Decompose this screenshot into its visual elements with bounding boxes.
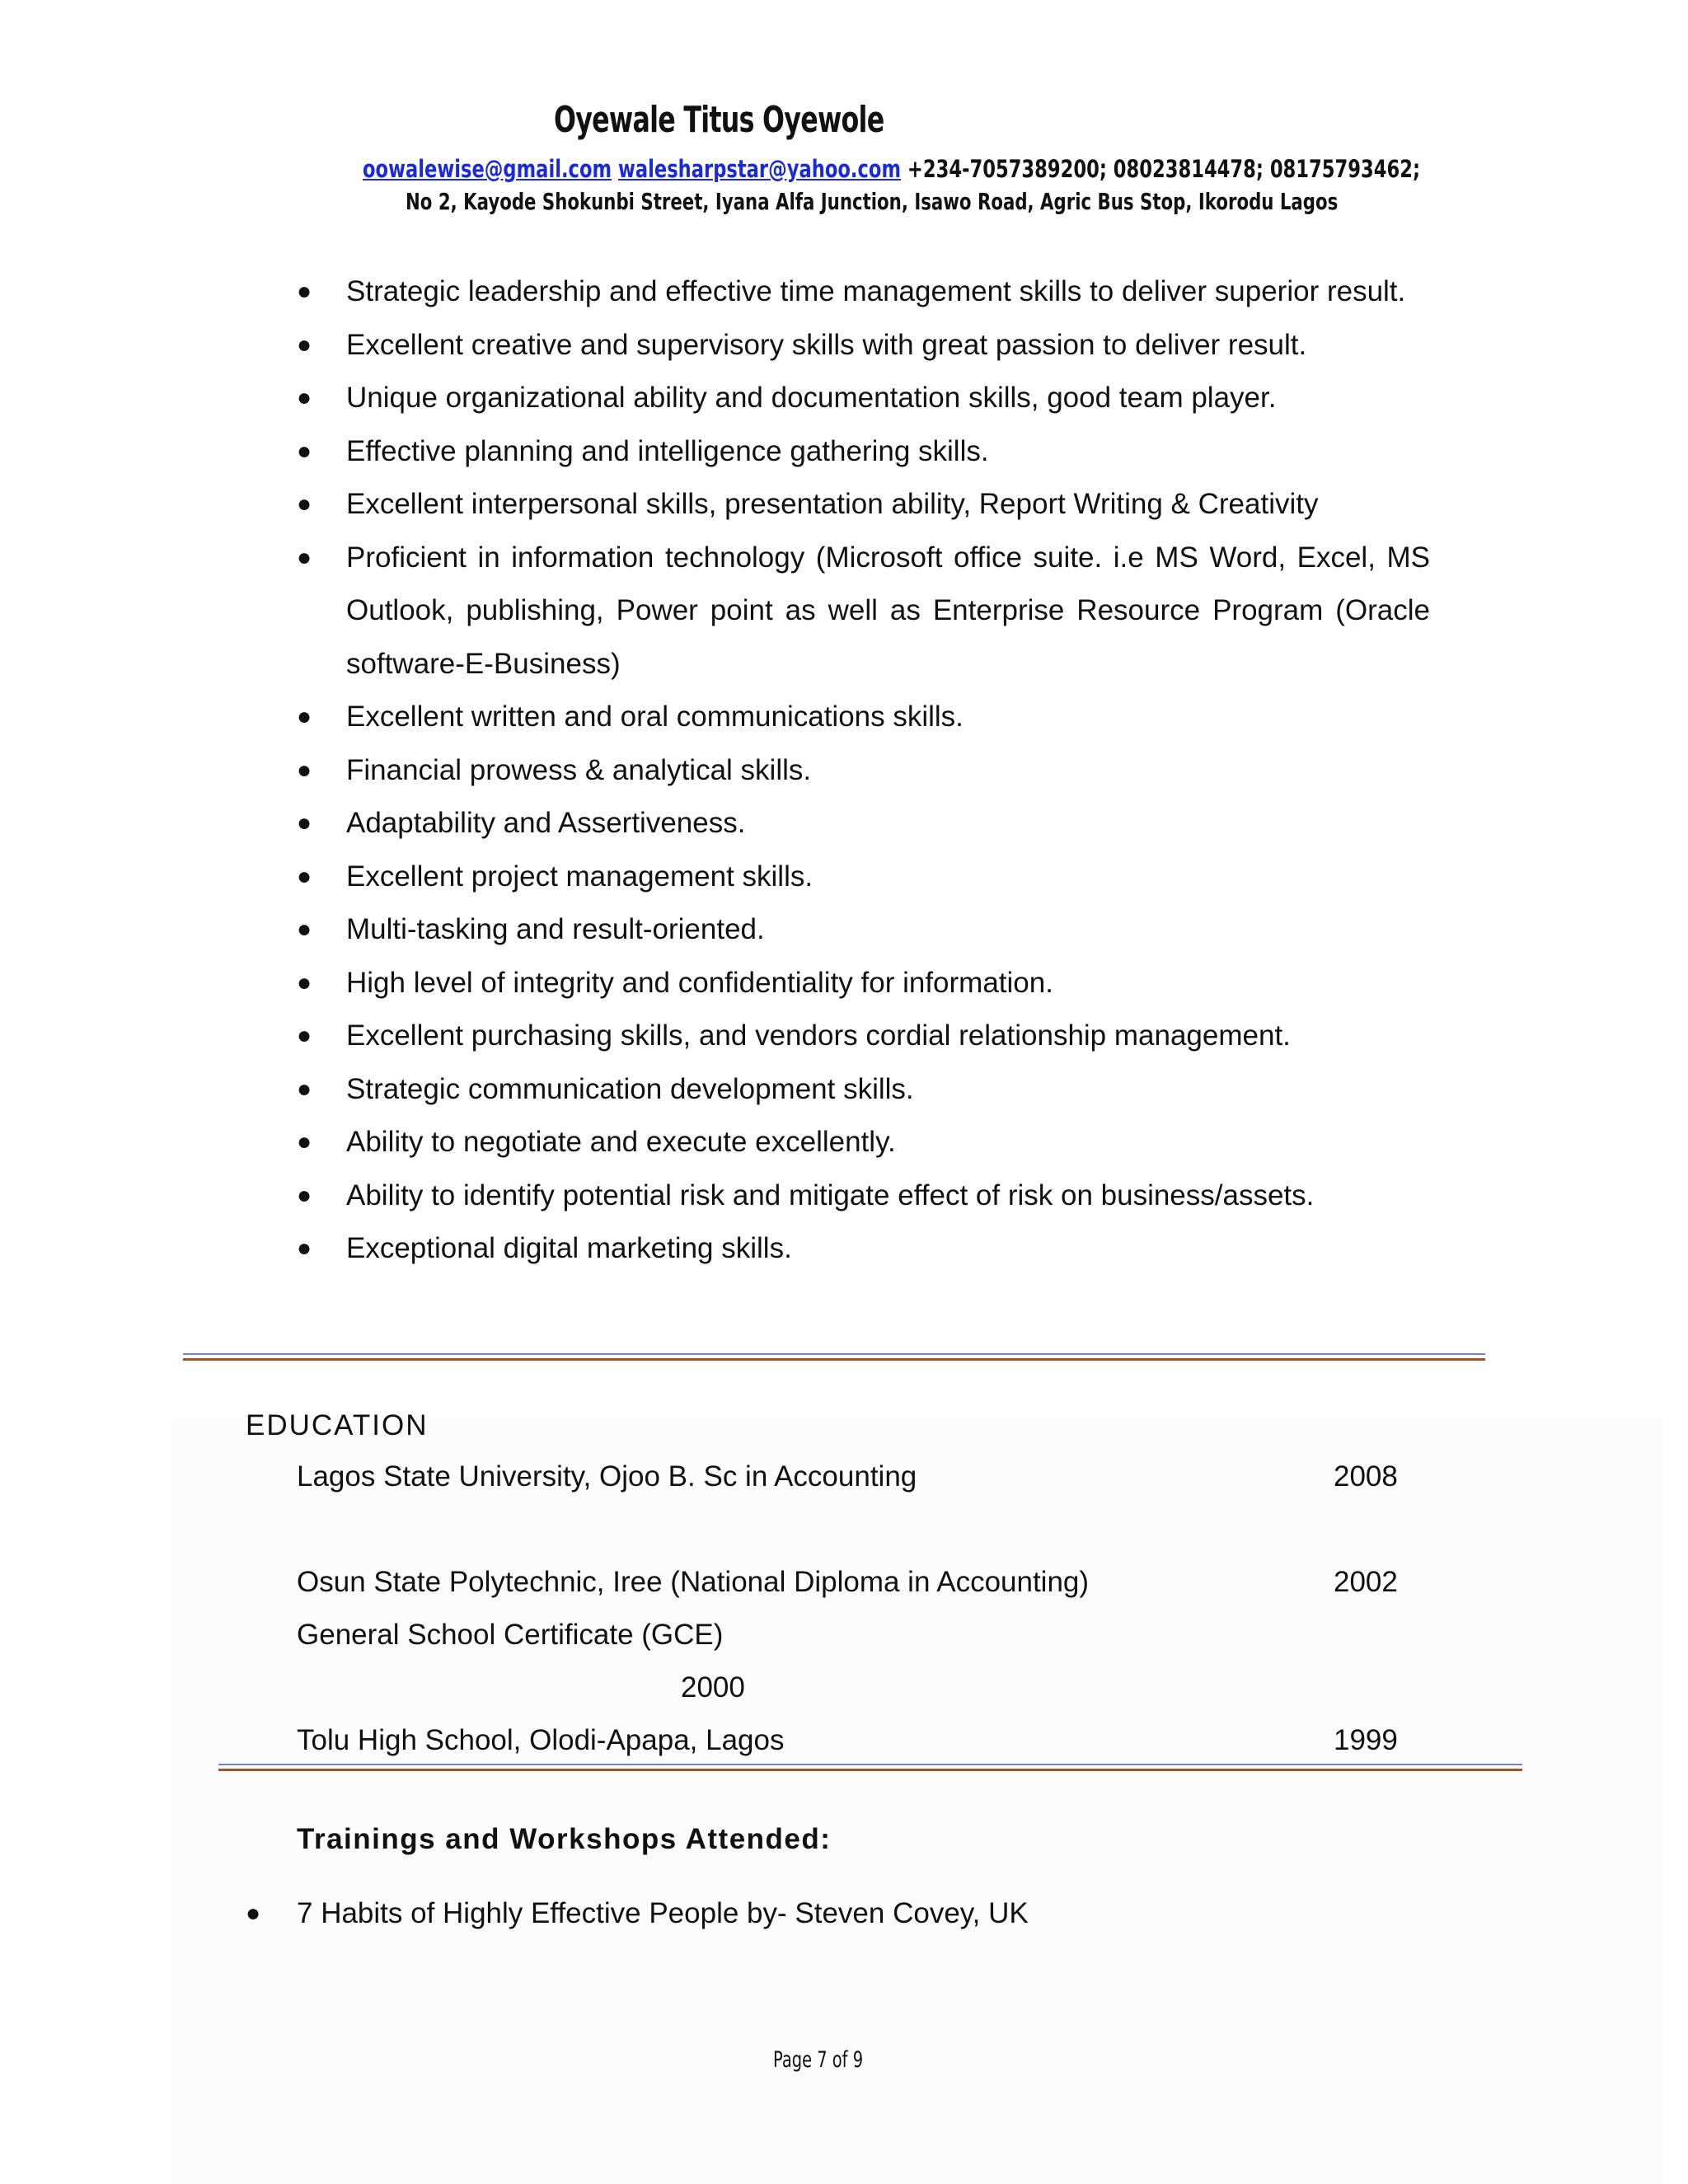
bullet-icon: ● <box>297 1181 312 1209</box>
page-number: Page 7 of 9 <box>773 2047 864 2073</box>
phone-numbers: +234-7057389200; 08023814478; 08175793462; <box>907 155 1421 183</box>
education-entry-text: Osun State Polytechnic, Iree (National Diploma in Accounting) <box>297 1566 1090 1598</box>
list-item: ● Adaptability and Assertiveness. <box>297 797 1430 851</box>
education-entry-year: 2000 <box>681 1671 745 1704</box>
bullet-icon: ● <box>297 330 312 359</box>
candidate-name: Oyewale Titus Oyewole <box>554 99 884 141</box>
education-entry-text: Tolu High School, Olodi-Apapa, Lagos <box>297 1724 785 1756</box>
trainings-heading: Trainings and Workshops Attended: <box>297 1823 832 1855</box>
trainings-list <box>246 1887 1029 1940</box>
list-item: ● Financial prowess & analytical skills. <box>297 744 1430 798</box>
section-divider-blue <box>218 1764 1522 1765</box>
bullet-icon: ● <box>297 1022 312 1049</box>
section-divider-brown <box>218 1769 1522 1771</box>
bullet-icon: ● <box>297 490 312 518</box>
bullet-icon: ● <box>297 1128 312 1155</box>
email-link-yahoo[interactable]: walesharpstar@yahoo.com <box>617 155 902 183</box>
list-item: ● Excellent project management skills. <box>297 851 1430 904</box>
list-item: ● Effective planning and intelligence gathering skills. <box>297 425 1430 479</box>
list-item: ● High level of integrity and confidentiality for information. <box>297 957 1430 1010</box>
page-background <box>171 1418 1663 2184</box>
bullet-icon: ● <box>297 1235 312 1262</box>
skills-list <box>297 265 1430 1276</box>
education-heading: EDUCATION <box>246 1409 429 1441</box>
list-item: ● Excellent interpersonal skills, presentation ability, Report Writing & Creativity <box>297 478 1430 532</box>
bullet-icon: ● <box>297 916 312 943</box>
list-item: ● Unique organizational ability and documentation skills, good team player. <box>297 372 1430 425</box>
section-divider-blue <box>183 1353 1485 1355</box>
bullet-icon: ● <box>297 437 312 465</box>
list-item: ● Proficient in information technology (Microsoft office suite. i.e MS Word, Excel, MS Outlook, publishing, Power point as well as Enterprise Resource Program (Oracle software-E-Business) <box>297 532 1430 691</box>
bullet-icon: ● <box>297 1075 312 1103</box>
bullet-icon: ● <box>297 809 312 837</box>
bullet-icon: ● <box>297 278 312 305</box>
education-entry-year: 1999 <box>1334 1724 1398 1756</box>
education-entry-text: General School Certificate (GCE) <box>297 1619 724 1651</box>
address-line: No 2, Kayode Shokunbi Street, Iyana Alfa Junction, Isawo Road, Agric Bus Stop, Ikorodu Lagos <box>406 188 1339 215</box>
list-item: ● Excellent purchasing skills, and vendors cordial relationship management. <box>297 1010 1430 1063</box>
list-item: ● Strategic communication development skills. <box>297 1063 1430 1117</box>
list-item: ● Excellent written and oral communications skills. <box>297 691 1430 744</box>
education-entry-year: 2002 <box>1334 1566 1398 1598</box>
contact-line <box>363 155 1420 183</box>
email-link-gmail[interactable]: oowalewise@gmail.com <box>363 155 612 183</box>
list-item: ● Ability to identify potential risk and mitigate effect of risk on business/assets. <box>297 1169 1430 1223</box>
list-item: ● 7 Habits of Highly Effective People by- Steven Covey, UK <box>246 1887 1029 1940</box>
list-item: ● Strategic leadership and effective time management skills to deliver superior result. <box>297 265 1430 319</box>
education-entry-text: Lagos State University, Ojoo B. Sc in Accounting <box>297 1460 917 1493</box>
list-item: ● Multi-tasking and result-oriented. <box>297 903 1430 957</box>
list-item: ● Ability to negotiate and execute excellently. <box>297 1116 1430 1169</box>
bullet-icon: ● <box>297 756 312 784</box>
bullet-icon: ● <box>297 543 312 571</box>
list-item: ● Excellent creative and supervisory skills with great passion to deliver result. <box>297 319 1430 373</box>
bullet-icon: ● <box>246 1900 261 1927</box>
bullet-icon: ● <box>297 703 312 730</box>
bullet-icon: ● <box>297 384 312 411</box>
list-item: ● Exceptional digital marketing skills. <box>297 1222 1430 1276</box>
education-entry-year: 2008 <box>1334 1460 1398 1493</box>
bullet-icon: ● <box>297 862 312 890</box>
bullet-icon: ● <box>297 968 312 996</box>
section-divider-brown <box>183 1358 1485 1361</box>
